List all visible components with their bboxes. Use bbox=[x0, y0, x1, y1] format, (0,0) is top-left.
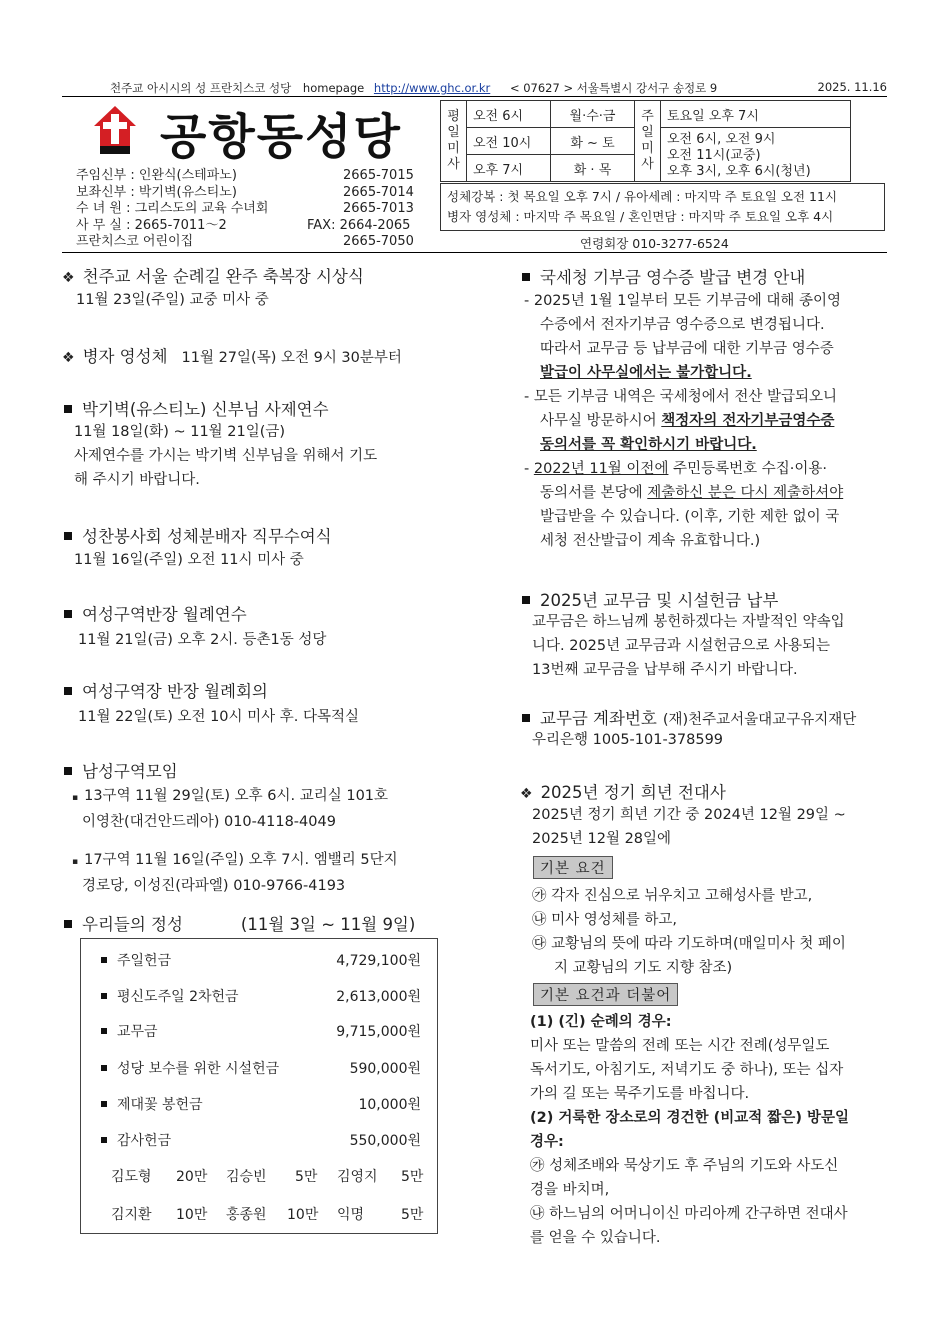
donor-amount: 20만 bbox=[176, 1169, 208, 1185]
diamond-bullet-icon: ❖ bbox=[62, 270, 75, 286]
donor-name: 김지환 bbox=[111, 1207, 152, 1223]
notice-title: 성찬봉사회 성체분배자 직무수여식 bbox=[62, 523, 332, 547]
staff-row: 보좌신부 : 박기벽(유스티노) 2665-7014 bbox=[76, 184, 414, 200]
notice-title: 국세청 기부금 영수증 발급 변경 안내 bbox=[520, 264, 805, 288]
staff-row: 사 무 실 : 2665-7011～2 FAX: 2664-2065 bbox=[76, 217, 411, 233]
offering-row: 감사헌금 550,000원 bbox=[101, 1130, 429, 1150]
donor-amount: 5만 bbox=[401, 1169, 424, 1185]
notice-text: 11월 16일(주일) 오전 11시 미사 중 bbox=[74, 552, 304, 568]
staff-list bbox=[76, 168, 416, 251]
notice-title: 여성구역반장 월례연수 bbox=[62, 601, 247, 625]
mass-time: 오전 10시 bbox=[467, 128, 551, 155]
offering-row: 주일헌금 4,729,100원 bbox=[101, 950, 429, 970]
mass-time: 오전 6시 bbox=[467, 101, 551, 128]
donor-amount: 10만 bbox=[176, 1207, 208, 1223]
notice-text: 11월 18일(화) ~ 11월 21일(금) 사제연수를 가시는 박기벽 신부님을 위해서 기도 해 주시기 바랍니다. bbox=[74, 424, 378, 488]
notice-title: 박기벽(유스티노) 신부님 사제연수 bbox=[62, 396, 329, 420]
square-bullet-icon bbox=[64, 687, 72, 695]
notice-title: ❖ 2025년 정기 희년 전대사 bbox=[520, 783, 726, 802]
donor-name: 김영지 bbox=[337, 1169, 378, 1185]
notice-title: 여성구역장 반장 월례회의 bbox=[62, 678, 268, 702]
square-bullet-icon bbox=[522, 596, 530, 604]
notice-text: (1) (긴) 순례의 경우: 미사 또는 말씀의 전례 또는 시간 전례(성무일도 독서기도, 아침기도, 저녁기도 중 하나), 또는 십자 가의 길 또는 묵주기도를 바칩니다. (2) 거룩한 장소로의 경건한 (비교적 짧은) 방문일 경우: ㉮ 성체조배와 묵상기도 후 주님의 기도와 사도신 경을 바치며, ㉯ 하느님의 어머니이신 마리아께 간구하면 전대사 를 얻을 수 있습니다. bbox=[530, 1014, 850, 1246]
square-bullet-icon bbox=[64, 405, 72, 413]
additional-requirements-tag: 기본 요건과 더불어 bbox=[533, 983, 678, 1006]
homepage-link[interactable]: http://www.ghc.or.kr bbox=[373, 81, 491, 95]
donor-amount: 10만 bbox=[287, 1207, 319, 1223]
notice-text: ㉮ 각자 진심으로 뉘우치고 고해성사를 받고, ㉯ 미사 영성체를 하고, ㉰ 교황님의 뜻에 따라 기도하며(매일미사 첫 페이 지 교황님의 기도 지향 참조) bbox=[532, 888, 846, 976]
notice-text: - 2025년 1월 1일부터 모든 기부금에 대해 종이영 수증에서 전자기부금 영수증으로 변경됩니다. 따라서 교무금 등 납부금에 대한 기부금 영수증 발급이 사무실에서는 불가합니다. - 모든 기부금 내역은 국세청에서 전산 발급되오니 사무실 방문하시어 책정자의 전자기부금영수증 동의서를 꼭 확인하시기 바랍니다. - 2022년 11월 이전에 주민등록번호 수집·이용· 동의서를 본당에 제출하신 분은 다시 제출하셔야 발급받을 수 있습니다. (이후, 기한 제한 없이 국 세청 전산발급이 계속 유효합니다.) bbox=[524, 293, 844, 549]
saturday-mass: 토요일 오후 7시 bbox=[661, 101, 851, 128]
donor-name: 홍종원 bbox=[226, 1207, 267, 1223]
offering-row: 평신도주일 2차헌금 2,613,000원 bbox=[101, 986, 429, 1006]
staff-row: 프란치스코 어린이집 2665-7050 bbox=[76, 234, 414, 249]
bulletin-date: 2025. 11.16 bbox=[817, 80, 887, 94]
notice-text: 2025년 정기 희년 기간 중 2024년 12월 29일 ~ 2025년 12월 28일에 bbox=[532, 807, 846, 847]
donor-amount: 5만 bbox=[295, 1169, 318, 1185]
mass-days: 화 · 목 bbox=[551, 155, 635, 182]
funeral-committee-phone: 연령회장 010-3277-6524 bbox=[580, 236, 729, 251]
offering-section-title: 우리들의 정성 (11월 3일 ~ 11월 9일) bbox=[62, 911, 415, 935]
diamond-bullet-icon: ❖ bbox=[520, 786, 533, 802]
church-logo-icon bbox=[92, 104, 138, 156]
mass-schedule-table bbox=[440, 100, 851, 182]
donor-name: 김승빈 bbox=[226, 1169, 267, 1185]
square-bullet-icon bbox=[522, 714, 530, 722]
bank-account: 우리은행 1005-101-378599 bbox=[532, 732, 724, 748]
notice-text: 11월 23일(주일) 교중 미사 중 bbox=[76, 292, 269, 308]
offering-table bbox=[80, 938, 438, 1234]
diamond-bullet-icon: ❖ bbox=[62, 350, 75, 366]
offering-row: 제대꽃 봉헌금 10,000원 bbox=[101, 1094, 429, 1114]
offering-row: 교무금 9,715,000원 bbox=[101, 1021, 429, 1041]
sunday-mass-label: 주 일 미 사 bbox=[635, 101, 661, 182]
sacrament-info-box: 성체강복 : 첫 목요일 오후 7시 / 유아세례 : 마지막 주 토요일 오전 11시 병자 영성체 : 마지막 주 목요일 / 혼인면담 : 마지막 주 토요일 오후 4시 bbox=[440, 183, 885, 231]
notice-text: ▪ 13구역 11월 29일(토) 오후 6시. 교리실 101호 이영찬(대건안드레아) 010-4118-4049 ▪ 17구역 11월 16일(주일) 오후 7시. 엠밸리 5단지 경로당, 이성진(라파엘) 010-9766-4193 bbox=[72, 788, 398, 894]
notice-title: ❖ 병자 영성체 11월 27일(목) 오전 9시 30분부터 bbox=[62, 347, 402, 366]
section-rule bbox=[62, 252, 887, 253]
staff-row: 주임신부 : 인완식(스테파노) 2665-7015 bbox=[76, 168, 414, 183]
notice-title: 남성구역모임 bbox=[62, 758, 178, 782]
sunday-mass-times: 오전 6시, 오전 9시 오전 11시(교중) 오후 3시, 오후 6시(청년) bbox=[661, 128, 851, 182]
square-bullet-icon bbox=[522, 273, 530, 281]
notice-text: 11월 22일(토) 오전 10시 미사 후. 다목적실 bbox=[78, 709, 360, 725]
donor-name: 김도형 bbox=[111, 1169, 152, 1185]
mass-days: 화 ~ 토 bbox=[551, 128, 635, 155]
offering-row: 성당 보수를 위한 시설헌금 590,000원 bbox=[101, 1058, 429, 1078]
weekday-mass-label: 평 일 미 사 bbox=[441, 101, 467, 182]
bulletin-title: 공항동성당 bbox=[160, 109, 402, 165]
staff-row: 수 녀 원 : 그리스도의 교육 수녀회 2665-7013 bbox=[76, 201, 414, 216]
basic-requirements-tag: 기본 요건 bbox=[533, 856, 613, 879]
header-rule bbox=[62, 96, 887, 97]
mass-days: 월·수·금 bbox=[551, 101, 635, 128]
square-bullet-icon bbox=[64, 532, 72, 540]
homepage-label: homepage bbox=[302, 81, 365, 95]
notice-text: 11월 21일(금) 오후 2시. 등촌1동 성당 bbox=[78, 632, 327, 648]
donor-name: 익명 bbox=[337, 1207, 365, 1223]
square-bullet-icon bbox=[64, 767, 72, 775]
square-bullet-icon bbox=[64, 610, 72, 618]
square-bullet-icon bbox=[64, 920, 72, 928]
donor-amount: 5만 bbox=[401, 1207, 424, 1223]
parish-name: 천주교 아시시의 성 프란치스코 성당 bbox=[110, 81, 292, 95]
header-topline bbox=[62, 80, 887, 96]
notice-title: ❖ 천주교 서울 순례길 완주 축복장 시상식 bbox=[62, 267, 364, 286]
address: < 07627 > 서울특별시 강서구 송정로 9 bbox=[509, 81, 718, 95]
mass-time: 오후 7시 bbox=[467, 155, 551, 182]
notice-title: 교무금 계좌번호 (재)천주교서울대교구유지재단 bbox=[520, 705, 856, 732]
notice-title: 2025년 교무금 및 시설헌금 납부 bbox=[520, 587, 778, 611]
notice-text: 교무금은 하느님께 봉헌하겠다는 자발적인 약속입 니다. 2025년 교무금과 시설헌금으로 사용되는 13번째 교무금을 납부해 주시기 바랍니다. bbox=[532, 614, 845, 678]
